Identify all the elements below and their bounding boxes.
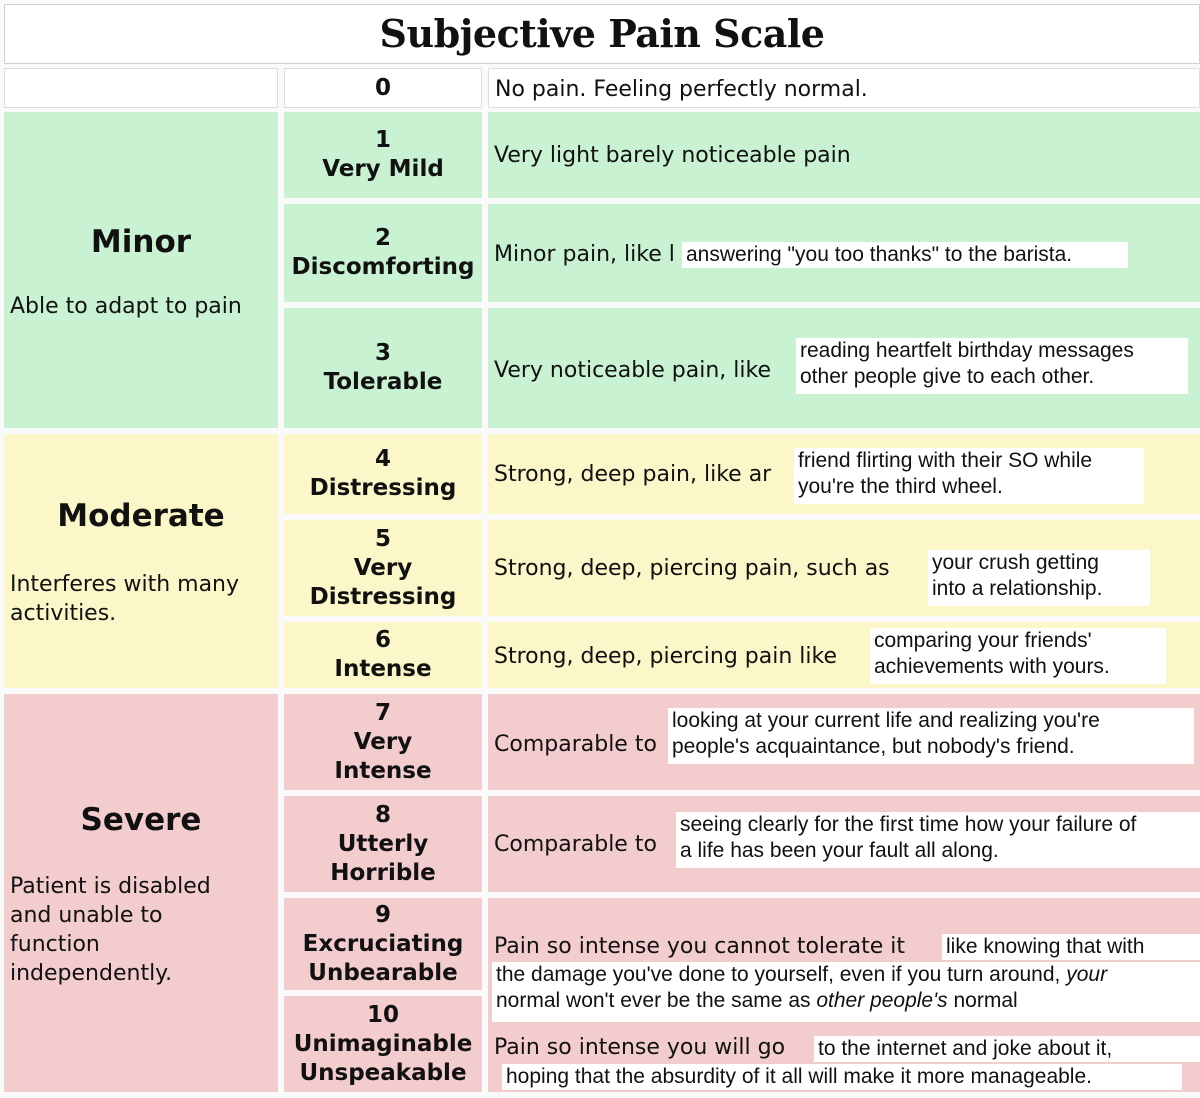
level-5-overlay: your crush getting into a relationship.: [928, 550, 1150, 606]
level-9-overlay-2: the damage you've done to yourself, even if you turn around, your normal won't ever be the same as other people's normal: [492, 962, 1200, 1022]
level-4-number: 4: [374, 446, 391, 472]
level-0-text: No pain. Feeling perfectly normal.: [495, 77, 868, 102]
level-7-cell: [284, 694, 482, 790]
level-6-cell: [284, 622, 482, 688]
level-8-label-1: Utterly: [337, 830, 429, 857]
level-1-label: Very Mild: [322, 156, 444, 182]
category-severe-desc: Patient is disabled and unable to function independently.: [10, 874, 211, 986]
level-9-label-1: Excruciating: [302, 930, 464, 957]
level-9-description: [488, 898, 1200, 1092]
level-1-text: Very light barely noticeable pain: [494, 143, 851, 168]
level-9-text: Pain so intense you cannot tolerate it: [494, 934, 905, 959]
level-10-cell: [284, 996, 482, 1092]
level-4-cell: [284, 434, 482, 514]
level-2-overlay: answering "you too thanks" to the barista.: [682, 242, 1128, 268]
level-3-label: Tolerable: [323, 369, 443, 395]
level-10-label-2: Unspeakable: [299, 1059, 467, 1086]
level-9-overlay-1: like knowing that with: [942, 934, 1200, 960]
category-cell-empty: [4, 68, 278, 108]
level-7-label-1: Very: [353, 728, 413, 755]
level-6-text: Strong, deep, piercing pain like: [494, 644, 837, 669]
level-10-number: 10: [366, 1001, 399, 1028]
category-moderate: [4, 434, 278, 688]
level-0-number: 0: [374, 74, 391, 101]
level-7-overlay: looking at your current life and realizing you're people's acquaintance, but nobody's friend.: [668, 708, 1194, 764]
level-2-cell: [284, 204, 482, 302]
level-10-text: Pain so intense you will go: [494, 1035, 786, 1060]
level-7-text: Comparable to: [494, 732, 657, 757]
page-title: Subjective Pain Scale: [4, 4, 1200, 64]
category-minor: [4, 112, 278, 428]
level-8-number: 8: [374, 801, 391, 828]
level-9-label-2: Unbearable: [308, 959, 458, 986]
category-minor-name: Minor: [90, 224, 192, 260]
level-7-description: [488, 694, 1200, 790]
level-8-cell: [284, 796, 482, 892]
category-severe: [4, 694, 278, 1092]
category-moderate-name: Moderate: [57, 498, 225, 534]
level-2-description: [488, 204, 1200, 302]
level-9-number: 9: [374, 901, 391, 928]
level-8-description: [488, 796, 1200, 892]
level-5-cell: [284, 520, 482, 616]
level-8-overlay: seeing clearly for the first time how your failure of a life has been your fault all along.: [676, 812, 1200, 868]
level-2-label: Discomforting: [291, 254, 475, 280]
level-1-number: 1: [374, 127, 391, 153]
level-10-label-1: Unimaginable: [293, 1030, 473, 1057]
level-7-number: 7: [374, 699, 391, 726]
level-6-number: 6: [374, 627, 391, 653]
level-6-description: [488, 622, 1200, 688]
level-0-cell: [284, 68, 482, 108]
level-2-text: Minor pain, like l: [494, 242, 675, 267]
category-moderate-desc: Interferes with many activities.: [10, 572, 240, 626]
level-5-number: 5: [374, 525, 391, 552]
level-5-label-1: Very: [353, 554, 413, 581]
level-3-number: 3: [374, 340, 391, 366]
level-5-label-2: Distressing: [309, 583, 457, 610]
level-7-label-2: Intense: [334, 757, 432, 784]
level-3-description: [488, 308, 1200, 428]
level-4-overlay: friend flirting with their SO while you're the third wheel.: [794, 448, 1144, 504]
level-4-label: Distressing: [309, 475, 457, 501]
level-10-overlay-2: hoping that the absurdity of it all will make it more manageable.: [502, 1064, 1182, 1090]
level-0-description: [488, 68, 1200, 108]
level-5-text: Strong, deep, piercing pain, such as: [494, 556, 890, 581]
level-10-overlay-1: to the internet and joke about it,: [814, 1036, 1200, 1062]
level-1-description: [488, 112, 1200, 198]
category-minor-desc: Able to adapt to pain: [10, 294, 242, 319]
level-1-cell: [284, 112, 482, 198]
level-5-description: [488, 520, 1200, 616]
level-6-label: Intense: [334, 656, 432, 682]
category-severe-name: Severe: [80, 802, 202, 838]
level-4-description: [488, 434, 1200, 514]
level-3-overlay: reading heartfelt birthday messages other people give to each other.: [796, 338, 1188, 394]
level-3-cell: [284, 308, 482, 428]
level-8-label-2: Horrible: [330, 859, 436, 886]
level-3-text: Very noticeable pain, like: [494, 358, 771, 383]
level-9-cell: [284, 898, 482, 990]
level-2-number: 2: [374, 225, 391, 251]
level-6-overlay: comparing your friends' achievements with yours.: [870, 628, 1166, 684]
level-4-text: Strong, deep pain, like ar: [494, 462, 772, 487]
level-8-text: Comparable to: [494, 832, 657, 857]
